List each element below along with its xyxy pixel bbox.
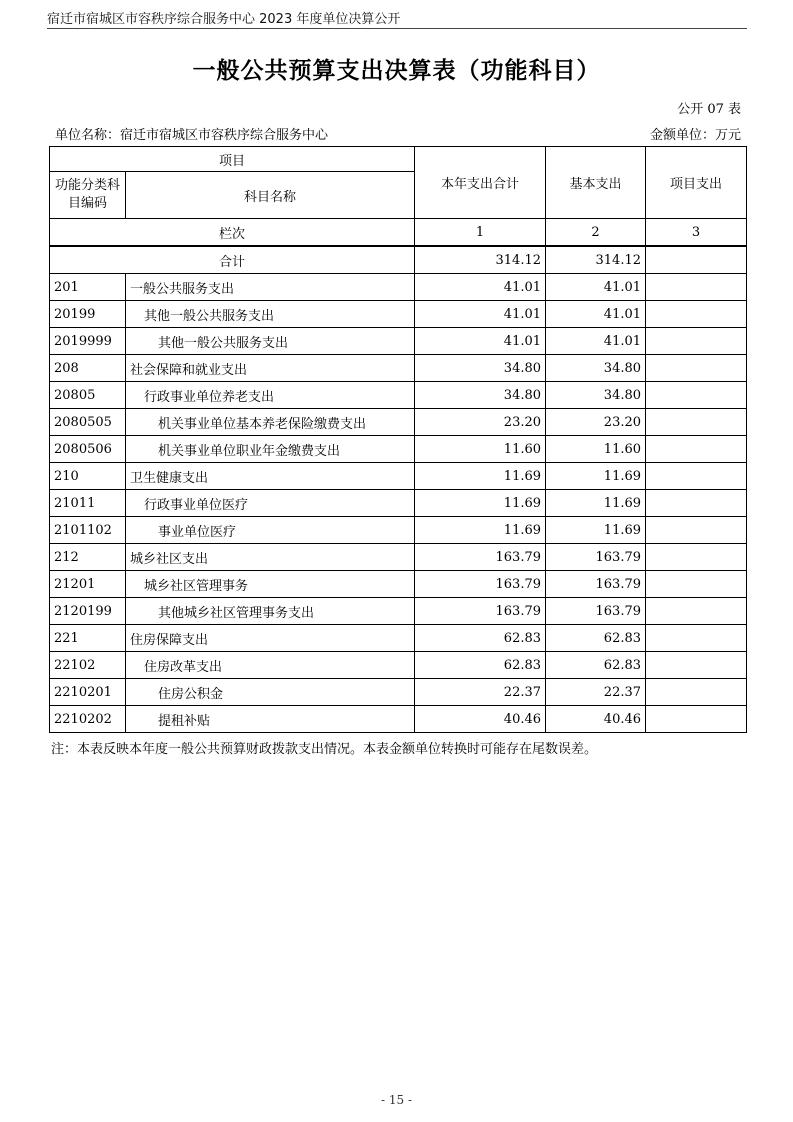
row-total: 41.01	[415, 328, 546, 355]
page-title: 一般公共预算支出决算表（功能科目）	[192, 58, 601, 84]
row-total: 163.79	[415, 544, 546, 571]
column-index-1: 1	[415, 219, 546, 247]
table-row	[50, 571, 747, 598]
row-code: 21201	[50, 571, 126, 598]
row-name: 一般公共服务支出	[126, 274, 415, 301]
row-basic: 34.80	[546, 355, 646, 382]
table-row	[50, 490, 747, 517]
row-project	[646, 544, 747, 571]
row-project	[646, 382, 747, 409]
table-row	[50, 517, 747, 544]
total-basic: 314.12	[546, 246, 646, 274]
row-code: 221	[50, 625, 126, 652]
row-project	[646, 436, 747, 463]
row-basic: 11.69	[546, 463, 646, 490]
row-name: 城乡社区管理事务	[126, 571, 415, 598]
row-project	[646, 706, 747, 733]
row-basic: 40.46	[546, 706, 646, 733]
row-code: 2101102	[50, 517, 126, 544]
table-row	[50, 544, 747, 571]
row-project	[646, 517, 747, 544]
row-name: 行政事业单位养老支出	[126, 382, 415, 409]
row-basic: 62.83	[546, 652, 646, 679]
header-item: 项目	[50, 147, 415, 172]
running-header: 宿迁市宿城区市容秩序综合服务中心 2023 年度单位决算公开	[47, 12, 401, 27]
row-total: 62.83	[415, 625, 546, 652]
total-sum: 314.12	[415, 246, 546, 274]
row-total: 41.01	[415, 301, 546, 328]
row-project	[646, 598, 747, 625]
row-name: 其他城乡社区管理事务支出	[126, 598, 415, 625]
row-name: 事业单位医疗	[126, 517, 415, 544]
row-basic: 34.80	[546, 382, 646, 409]
row-name: 住房改革支出	[126, 652, 415, 679]
column-index-2: 2	[546, 219, 646, 247]
row-code: 2120199	[50, 598, 126, 625]
row-name: 社会保障和就业支出	[126, 355, 415, 382]
header-rule	[47, 28, 747, 29]
row-project	[646, 652, 747, 679]
row-code: 2080505	[50, 409, 126, 436]
table-row	[50, 328, 747, 355]
row-code: 21011	[50, 490, 126, 517]
table-row	[50, 706, 747, 733]
row-code: 2210201	[50, 679, 126, 706]
row-basic: 41.01	[546, 274, 646, 301]
row-basic: 41.01	[546, 301, 646, 328]
row-total: 41.01	[415, 274, 546, 301]
header-total: 本年支出合计	[415, 147, 546, 219]
row-project	[646, 625, 747, 652]
row-total: 11.69	[415, 490, 546, 517]
row-project	[646, 328, 747, 355]
row-project	[646, 355, 747, 382]
row-name: 提租补贴	[126, 706, 415, 733]
row-project	[646, 274, 747, 301]
form-number: 公开 07 表	[677, 102, 741, 117]
column-index-label: 栏次	[50, 219, 415, 247]
row-basic: 22.37	[546, 679, 646, 706]
table-row	[50, 382, 747, 409]
row-basic: 163.79	[546, 598, 646, 625]
total-project	[646, 246, 747, 274]
row-total: 23.20	[415, 409, 546, 436]
row-basic: 11.69	[546, 517, 646, 544]
row-project	[646, 679, 747, 706]
header-project: 项目支出	[646, 147, 747, 219]
table-row	[50, 355, 747, 382]
row-basic: 11.69	[546, 490, 646, 517]
row-project	[646, 490, 747, 517]
row-name: 机关事业单位基本养老保险缴费支出	[126, 409, 415, 436]
row-code: 22102	[50, 652, 126, 679]
row-code: 2210202	[50, 706, 126, 733]
header-name: 科目名称	[126, 172, 415, 219]
row-code: 2080506	[50, 436, 126, 463]
row-project	[646, 571, 747, 598]
row-project	[646, 301, 747, 328]
row-total: 11.69	[415, 463, 546, 490]
row-name: 其他一般公共服务支出	[126, 301, 415, 328]
table-row	[50, 274, 747, 301]
row-project	[646, 463, 747, 490]
total-label: 合计	[50, 246, 415, 274]
header-code: 功能分类科目编码	[50, 172, 126, 219]
table-row	[50, 679, 747, 706]
row-code: 2019999	[50, 328, 126, 355]
row-name: 卫生健康支出	[126, 463, 415, 490]
row-code: 20199	[50, 301, 126, 328]
row-code: 212	[50, 544, 126, 571]
row-total: 62.83	[415, 652, 546, 679]
row-basic: 23.20	[546, 409, 646, 436]
row-project	[646, 409, 747, 436]
row-code: 20805	[50, 382, 126, 409]
row-total: 11.60	[415, 436, 546, 463]
row-basic: 163.79	[546, 571, 646, 598]
row-basic: 163.79	[546, 544, 646, 571]
table-row	[50, 301, 747, 328]
row-code: 201	[50, 274, 126, 301]
row-code: 208	[50, 355, 126, 382]
page-number: - 15 -	[380, 1093, 412, 1107]
table-row	[50, 409, 747, 436]
row-total: 11.69	[415, 517, 546, 544]
table-row	[50, 463, 747, 490]
row-basic: 41.01	[546, 328, 646, 355]
header-basic: 基本支出	[546, 147, 646, 219]
row-name: 住房保障支出	[126, 625, 415, 652]
unit-name: 单位名称：宿迁市宿城区市容秩序综合服务中心	[55, 128, 329, 143]
row-total: 40.46	[415, 706, 546, 733]
row-code: 210	[50, 463, 126, 490]
table-row	[50, 652, 747, 679]
row-total: 34.80	[415, 382, 546, 409]
row-basic: 11.60	[546, 436, 646, 463]
table-row	[50, 625, 747, 652]
budget-table	[49, 146, 747, 733]
row-total: 34.80	[415, 355, 546, 382]
row-basic: 62.83	[546, 625, 646, 652]
row-total: 163.79	[415, 598, 546, 625]
row-name: 行政事业单位医疗	[126, 490, 415, 517]
table-row	[50, 436, 747, 463]
row-total: 163.79	[415, 571, 546, 598]
table-row	[50, 598, 747, 625]
footnote: 注：本表反映本年度一般公共预算财政拨款支出情况。本表金额单位转换时可能存在尾数误差。	[51, 742, 598, 757]
row-name: 其他一般公共服务支出	[126, 328, 415, 355]
column-index-3: 3	[646, 219, 747, 247]
row-name: 住房公积金	[126, 679, 415, 706]
row-name: 机关事业单位职业年金缴费支出	[126, 436, 415, 463]
row-total: 22.37	[415, 679, 546, 706]
row-name: 城乡社区支出	[126, 544, 415, 571]
amount-unit: 金额单位：万元	[649, 128, 741, 143]
